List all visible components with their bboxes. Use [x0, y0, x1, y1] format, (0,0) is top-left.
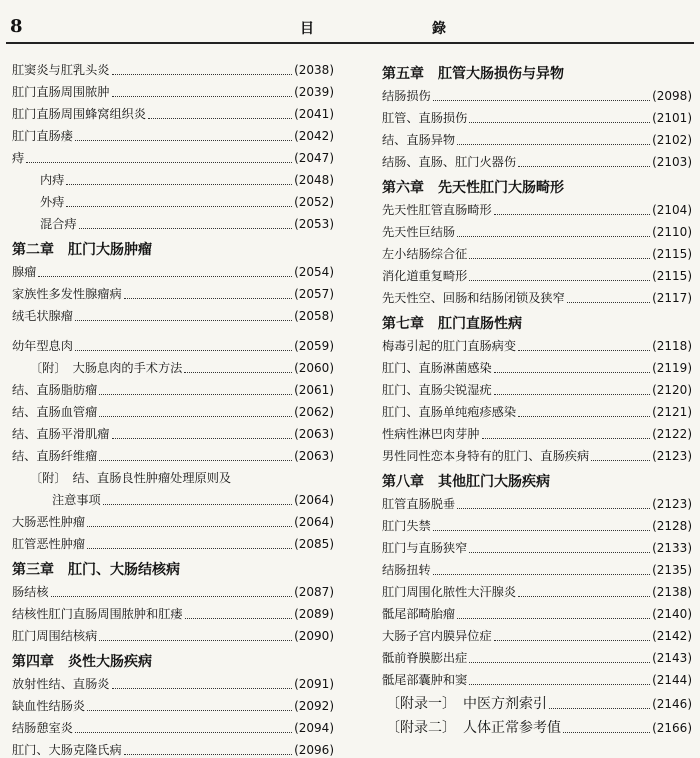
page-header: [0, 0, 700, 44]
entry-title: 肛门、直肠淋菌感染: [382, 361, 492, 375]
toc-entry: [382, 148, 692, 170]
chapter-heading: [382, 306, 692, 332]
dot-leader: [549, 708, 650, 709]
dot-leader: [457, 236, 650, 237]
chapter-title: 第二章 肛门大肠肿瘤: [12, 242, 152, 258]
toc-entry: [12, 600, 334, 622]
dot-leader: [112, 688, 293, 689]
entry-title: 肛门周围结核病: [12, 629, 98, 643]
entry-title: 结肠损伤: [382, 89, 431, 103]
dot-leader: [124, 298, 292, 299]
page-ref: (2091): [294, 677, 334, 691]
dot-leader: [103, 504, 292, 505]
page-ref: (2063): [294, 427, 334, 441]
toc-entry: [12, 736, 334, 758]
dot-leader: [469, 552, 650, 553]
dot-leader: [79, 228, 293, 229]
entry-title: 肛管直肠脱垂: [382, 497, 456, 511]
toc-entry: [382, 556, 692, 578]
entry-title: 肛门与直肠狭窄: [382, 541, 468, 555]
toc-entry: [382, 622, 692, 644]
entry-title: 〔附〕 大肠息肉的手术方法: [30, 361, 183, 375]
page-ref: (2041): [294, 107, 334, 121]
entry-title: 〔附录二〕 人体正常参考值: [386, 720, 561, 736]
page-ref: (2089): [294, 607, 334, 621]
page-ref: (2128): [652, 519, 692, 533]
dot-leader: [518, 166, 650, 167]
page-ref: (2059): [294, 339, 334, 353]
header-rule: [6, 42, 694, 44]
running-title: 目 錄: [300, 21, 476, 37]
toc-entry: [382, 332, 692, 354]
entry-title: 肠结核: [12, 585, 49, 599]
entry-title: 结核性肛门直肠周围脓肿和肛瘘: [12, 607, 183, 621]
chapter-heading: [12, 552, 334, 578]
entry-title: 骶尾部畸胎瘤: [382, 607, 456, 621]
toc-entry: [382, 262, 692, 284]
dot-leader: [87, 548, 292, 549]
dot-leader: [563, 732, 650, 733]
chapter-heading: [382, 464, 692, 490]
entry-title: 先天性巨结肠: [382, 225, 456, 239]
entry-title: 家族性多发性腺瘤病: [12, 287, 122, 301]
chapter-title: 第五章 肛管大肠损伤与异物: [382, 66, 564, 82]
toc-entry: [382, 218, 692, 240]
page-ref: (2060): [294, 361, 334, 375]
toc-entry: [382, 644, 692, 666]
appendix-entry: [382, 712, 692, 736]
chapter-heading: [382, 170, 692, 196]
page-ref: (2143): [652, 651, 692, 665]
dot-leader: [518, 416, 650, 417]
dot-leader: [469, 258, 650, 259]
toc-entry: [12, 144, 334, 166]
toc-entry: [382, 104, 692, 126]
dot-leader: [75, 320, 292, 321]
page-ref: (2039): [294, 85, 334, 99]
entry-title: 结肠、直肠、肛门火器伤: [382, 155, 517, 169]
dot-leader: [457, 144, 650, 145]
dot-leader: [457, 618, 650, 619]
entry-title: 肛门直肠周围脓肿: [12, 85, 110, 99]
page-ref: (2110): [652, 225, 692, 239]
page-ref: (2054): [294, 265, 334, 279]
toc-entry: [12, 210, 334, 232]
page-ref: (2103): [652, 155, 692, 169]
page-ref: (2119): [652, 361, 692, 375]
page-ref: (2064): [294, 493, 334, 507]
page-ref: (2098): [652, 89, 692, 103]
entry-title: 性病性淋巴肉芽肿: [382, 427, 480, 441]
toc-entry: [382, 284, 692, 306]
dot-leader: [494, 214, 650, 215]
toc-entry: [12, 670, 334, 692]
appendix-entry: [382, 688, 692, 712]
dot-leader: [482, 438, 651, 439]
toc-entry: [382, 490, 692, 512]
toc-entry: [12, 376, 334, 398]
entry-title: 〔附〕 结、直肠良性肿瘤处理原则及: [30, 471, 232, 485]
dot-leader: [433, 100, 650, 101]
entry-title: 结、直肠纤维瘤: [12, 449, 98, 463]
toc-entry: [12, 530, 334, 552]
dot-leader: [66, 184, 292, 185]
entry-title: 骶尾部囊肿和窦: [382, 673, 468, 687]
toc-entry: [12, 354, 334, 376]
toc-entry: [12, 56, 334, 78]
toc-entry: [382, 398, 692, 420]
toc-entry: [12, 122, 334, 144]
entry-title: 肛管、直肠损伤: [382, 111, 468, 125]
entry-title: 先天性空、回肠和结肠闭锁及狭窄: [382, 291, 565, 305]
page-ref: (2062): [294, 405, 334, 419]
page-ref: (2096): [294, 743, 334, 757]
entry-title: 腺瘤: [12, 265, 37, 279]
toc-entry: [382, 600, 692, 622]
entry-title: 肛门、大肠克隆氏病: [12, 743, 122, 757]
dot-leader: [112, 96, 293, 97]
toc-entry: [12, 578, 334, 600]
toc-entry: [12, 78, 334, 100]
toc-entry: [12, 398, 334, 420]
entry-title: 肛管恶性肿瘤: [12, 537, 86, 551]
dot-leader: [87, 710, 292, 711]
toc-entry: [382, 512, 692, 534]
page-ref: (2063): [294, 449, 334, 463]
entry-title: 内痔: [40, 173, 65, 187]
toc-entry: [12, 100, 334, 122]
dot-leader: [124, 754, 292, 755]
entry-title: 〔附录一〕 中医方剂索引: [386, 696, 547, 712]
page-ref: (2064): [294, 515, 334, 529]
entry-title: 肛门直肠瘘: [12, 129, 73, 143]
toc-entry: [12, 464, 334, 486]
entry-title: 肛门周围化脓性大汗腺炎: [382, 585, 517, 599]
toc-left-column: [12, 56, 334, 758]
toc-entry: [12, 486, 334, 508]
dot-leader: [469, 662, 650, 663]
entry-title: 肛门失禁: [382, 519, 431, 533]
page-ref: (2090): [294, 629, 334, 643]
dot-leader: [433, 530, 650, 531]
toc-entry: [12, 420, 334, 442]
entry-title: 外痔: [40, 195, 65, 209]
toc-entry: [382, 126, 692, 148]
page-ref: (2087): [294, 585, 334, 599]
dot-leader: [75, 140, 292, 141]
toc-entry: [12, 442, 334, 464]
page-ref: (2133): [652, 541, 692, 555]
dot-leader: [185, 618, 292, 619]
page-ref: (2138): [652, 585, 692, 599]
entry-title: 注意事项: [52, 493, 101, 507]
entry-title: 痔: [12, 151, 25, 165]
entry-title: 男性同性恋本身特有的肛门、直肠疾病: [382, 449, 590, 463]
entry-title: 梅毒引起的肛门直肠病变: [382, 339, 517, 353]
page-ref: (2117): [652, 291, 692, 305]
toc-entry: [382, 420, 692, 442]
toc-entry: [12, 508, 334, 530]
entry-title: 消化道重复畸形: [382, 269, 468, 283]
entry-title: 肛门、直肠尖锐湿疣: [382, 383, 492, 397]
toc-entry: [12, 166, 334, 188]
dot-leader: [457, 508, 650, 509]
toc-entry: [12, 258, 334, 280]
page-ref: (2123): [652, 449, 692, 463]
page-ref: (2038): [294, 63, 334, 77]
toc-entry: [382, 534, 692, 556]
dot-leader: [518, 350, 650, 351]
page-ref: (2104): [652, 203, 692, 217]
entry-title: 幼年型息肉: [12, 339, 73, 353]
dot-leader: [469, 684, 650, 685]
dot-leader: [66, 206, 292, 207]
entry-title: 放射性结、直肠炎: [12, 677, 110, 691]
toc-entry: [12, 280, 334, 302]
toc-entry: [382, 354, 692, 376]
entry-title: 结、直肠血管瘤: [12, 405, 98, 419]
dot-leader: [99, 394, 292, 395]
page-ref: (2061): [294, 383, 334, 397]
page-ref: (2144): [652, 673, 692, 687]
page-number: 8: [10, 16, 23, 37]
toc-entry: [382, 376, 692, 398]
dot-leader: [112, 74, 293, 75]
dot-leader: [99, 640, 292, 641]
dot-leader: [112, 438, 293, 439]
entry-title: 大肠恶性肿瘤: [12, 515, 86, 529]
toc-entry: [12, 332, 334, 354]
toc-entry: [12, 692, 334, 714]
chapter-title: 第六章 先天性肛门大肠畸形: [382, 180, 564, 196]
entry-title: 骶前脊膜膨出症: [382, 651, 468, 665]
chapter-heading: [382, 56, 692, 82]
page-ref: (2102): [652, 133, 692, 147]
entry-title: 结、直肠平滑肌瘤: [12, 427, 110, 441]
page-ref: (2058): [294, 309, 334, 323]
entry-title: 结肠扭转: [382, 563, 431, 577]
entry-title: 结、直肠异物: [382, 133, 456, 147]
toc-entry: [382, 240, 692, 262]
dot-leader: [99, 460, 292, 461]
page-ref: (2115): [652, 247, 692, 261]
toc-entry: [382, 82, 692, 104]
chapter-title: 第四章 炎性大肠疾病: [12, 654, 152, 670]
page-ref: (2122): [652, 427, 692, 441]
toc-entry: [12, 622, 334, 644]
dot-leader: [494, 394, 650, 395]
dot-leader: [184, 372, 292, 373]
page-ref: (2057): [294, 287, 334, 301]
toc-right-column: [382, 56, 692, 736]
entry-title: 绒毛状腺瘤: [12, 309, 73, 323]
chapter-title: 第三章 肛门、大肠结核病: [12, 562, 180, 578]
entry-title: 肛门直肠周围蜂窝组织炎: [12, 107, 147, 121]
entry-title: 混合痔: [40, 217, 77, 231]
chapter-title: 第七章 肛门直肠性病: [382, 316, 522, 332]
dot-leader: [148, 118, 292, 119]
page-ref: (2052): [294, 195, 334, 209]
page-ref: (2140): [652, 607, 692, 621]
entry-title: 缺血性结肠炎: [12, 699, 86, 713]
dot-leader: [87, 526, 292, 527]
page-ref: (2053): [294, 217, 334, 231]
dot-leader: [591, 460, 650, 461]
entry-title: 左小结肠综合征: [382, 247, 468, 261]
page-ref: (2101): [652, 111, 692, 125]
page-ref: (2166): [652, 721, 692, 735]
chapter-heading: [12, 232, 334, 258]
entry-title: 肛门、直肠单纯疱疹感染: [382, 405, 517, 419]
page-ref: (2121): [652, 405, 692, 419]
dot-leader: [433, 574, 650, 575]
page-ref: (2123): [652, 497, 692, 511]
toc-entry: [382, 578, 692, 600]
page-ref: (2092): [294, 699, 334, 713]
page-ref: (2115): [652, 269, 692, 283]
chapter-title: 第八章 其他肛门大肠疾病: [382, 474, 550, 490]
toc-entry: [382, 196, 692, 218]
page-ref: (2135): [652, 563, 692, 577]
dot-leader: [518, 596, 650, 597]
page-ref: (2094): [294, 721, 334, 735]
entry-title: 结、直肠脂肪瘤: [12, 383, 98, 397]
dot-leader: [75, 350, 292, 351]
page-ref: (2047): [294, 151, 334, 165]
toc-entry: [12, 188, 334, 210]
entry-title: 肛窦炎与肛乳头炎: [12, 63, 110, 77]
page-ref: (2042): [294, 129, 334, 143]
dot-leader: [567, 302, 650, 303]
dot-leader: [469, 280, 650, 281]
entry-title: 先天性肛管直肠畸形: [382, 203, 492, 217]
dot-leader: [26, 162, 292, 163]
entry-title: 大肠子宫内膜异位症: [382, 629, 492, 643]
entry-title: 结肠憩室炎: [12, 721, 73, 735]
page-ref: (2142): [652, 629, 692, 643]
dot-leader: [75, 732, 292, 733]
chapter-heading: [12, 644, 334, 670]
dot-leader: [494, 372, 650, 373]
toc-entry: [382, 666, 692, 688]
dot-leader: [99, 416, 292, 417]
toc-entry: [12, 714, 334, 736]
dot-leader: [469, 122, 650, 123]
dot-leader: [38, 276, 292, 277]
page-ref: (2085): [294, 537, 334, 551]
page-ref: (2048): [294, 173, 334, 187]
page-ref: (2146): [652, 697, 692, 711]
page-ref: (2118): [652, 339, 692, 353]
dot-leader: [51, 596, 293, 597]
toc-entry: [12, 302, 334, 324]
toc-entry: [382, 442, 692, 464]
dot-leader: [494, 640, 650, 641]
page-ref: (2120): [652, 383, 692, 397]
